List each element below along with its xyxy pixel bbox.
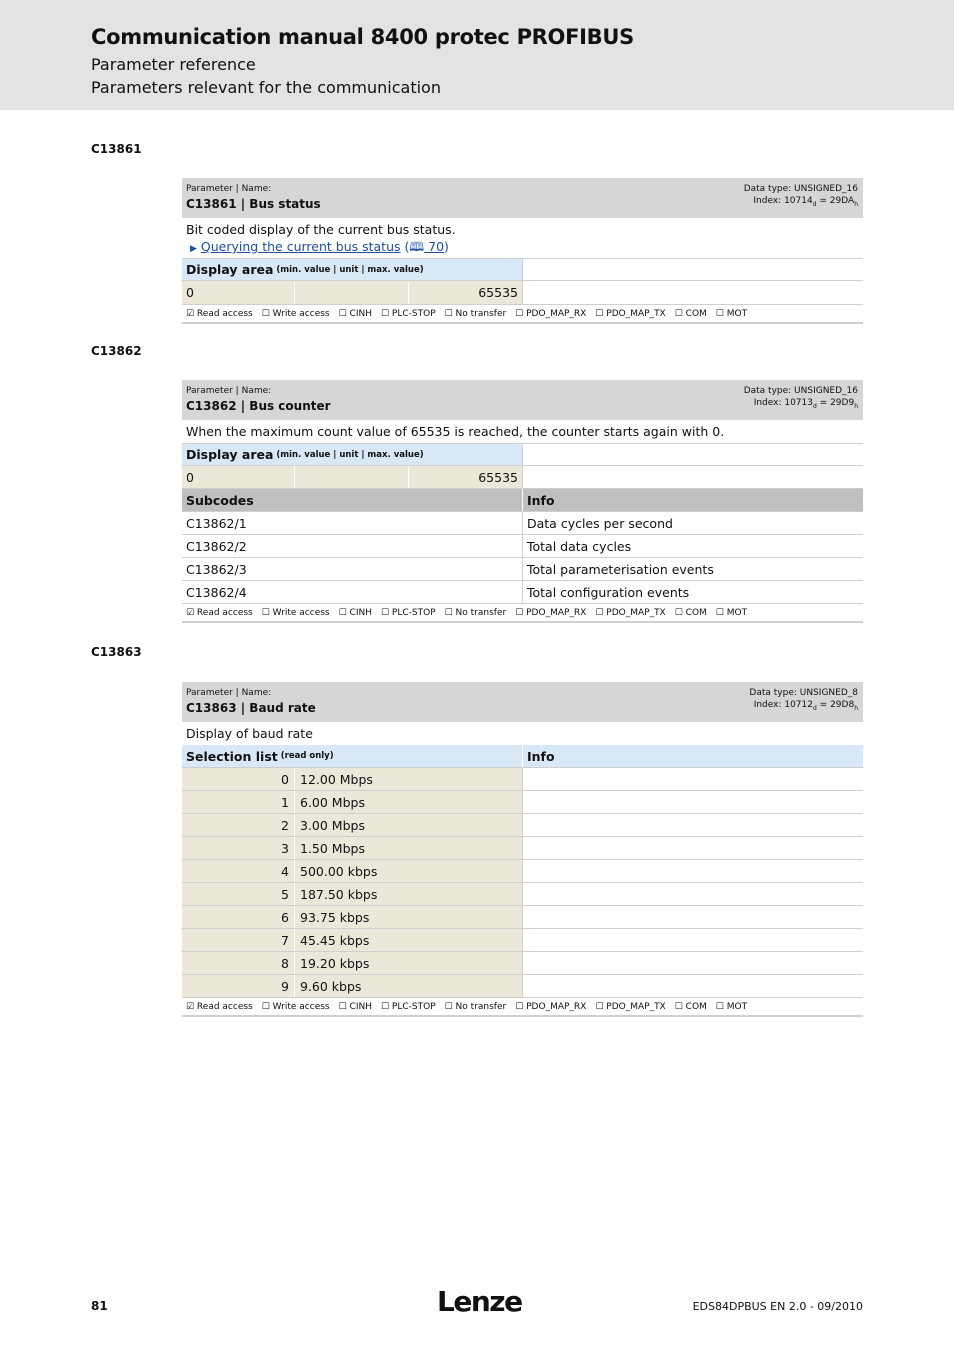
parameter-header [182,682,863,722]
subcode-info: Data cycles per second [522,512,863,534]
selection-number: 6 [182,906,295,928]
selection-number: 8 [182,952,295,974]
list-item [182,768,863,791]
selection-info [522,906,863,928]
parameter-header [182,178,863,218]
selection-list-header: Selection list (read only) [186,748,334,764]
subcodes-header: Subcodes [186,492,254,508]
selection-label: 93.75 kbps [300,909,370,925]
selection-info [522,814,863,836]
selection-number: 5 [182,883,295,905]
subcode: C13862/1 [186,515,247,531]
selection-info [522,860,863,882]
book-icon: 🕮 [409,239,425,254]
parameter-block-c13863 [182,682,863,1017]
selection-info [522,952,863,974]
unit-value [295,466,409,488]
parameter-name-caption: Parameter | Name: [186,386,272,396]
access-flags: ☑ Read access ☐ Write access ☐ CINH ☐ PLC-STOP ☐ No transfer ☐ PDO_MAP_RX ☐ PDO_MAP_TX ☐ COM ☐ MOT [182,604,863,623]
selection-number: 0 [182,768,295,790]
list-item [182,837,863,860]
data-type: Data type: UNSIGNED_8 [749,688,858,698]
selection-info [522,929,863,951]
parameter-name: C13862 | Bus counter [186,399,331,413]
subcodes-header-row [182,489,863,512]
selection-number: 9 [182,975,295,997]
selection-list-header-row [182,745,863,768]
max-value: 65535 [478,285,518,300]
selection-label: 45.45 kbps [300,932,370,948]
unit-value [295,282,409,304]
list-item [182,860,863,883]
subcode-info: Total configuration events [522,581,863,603]
parameter-block-c13862 [182,380,863,623]
page-number: 81 [91,1299,108,1313]
section-label-c13862: C13862 [91,344,142,358]
selection-label: 500.00 kbps [300,863,378,879]
parameter-name-caption: Parameter | Name: [186,688,272,698]
info-header: Info [522,489,863,511]
access-flags: ☑ Read access ☐ Write access ☐ CINH ☐ PLC-STOP ☐ No transfer ☐ PDO_MAP_RX ☐ PDO_MAP_TX ☐ COM ☐ MOT [182,998,863,1017]
table-row [182,512,863,535]
min-value: 0 [182,282,295,304]
section-title: Parameters relevant for the communication [91,78,441,97]
parameter-description: Bit coded display of the current bus status. ▶ Querying the current bus status (🕮 70) [182,218,863,258]
list-item [182,906,863,929]
list-item [182,975,863,998]
selection-info [522,791,863,813]
selection-label: 3.00 Mbps [300,817,365,833]
selection-number: 2 [182,814,295,836]
subcode-info: Total parameterisation events [522,558,863,580]
page-reference-link[interactable]: 70 [424,239,445,254]
selection-info [522,883,863,905]
document-title: Communication manual 8400 protec PROFIBUS [91,25,634,49]
subcode: C13862/3 [186,561,247,577]
chapter-title: Parameter reference [91,55,256,74]
access-flags: ☑ Read access ☐ Write access ☐ CINH ☐ PLC-STOP ☐ No transfer ☐ PDO_MAP_RX ☐ PDO_MAP_TX ☐ COM ☐ MOT [182,305,863,324]
selection-label: 12.00 Mbps [300,771,373,787]
table-row [182,581,863,604]
subcode: C13862/2 [186,538,247,554]
parameter-name-caption: Parameter | Name: [186,184,272,194]
selection-info [522,975,863,997]
min-value: 0 [182,466,295,488]
list-item [182,952,863,975]
display-area-header-row [182,258,863,281]
list-item [182,883,863,906]
parameter-block-c13861 [182,178,863,324]
table-row [182,535,863,558]
display-area-values-row [182,281,863,305]
subcode-info: Total data cycles [522,535,863,557]
page-header [0,0,954,110]
reference-link[interactable]: Querying the current bus status [200,239,401,254]
selection-label: 6.00 Mbps [300,794,365,810]
list-item [182,791,863,814]
parameter-index: Index: $10712_d = 29D8_h$ [753,700,858,712]
parameter-name: C13863 | Baud rate [186,701,316,715]
selection-info [522,837,863,859]
max-value: 65535 [478,469,518,485]
display-area-label: Display area (min. value | unit | max. value) [182,444,522,465]
parameter-index: Index: $10714_d = 29DA_h$ [753,196,858,208]
list-item [182,814,863,837]
parameter-index: Index: $10713_d = 29D9_h$ [753,398,858,410]
display-area-values-row [182,466,863,489]
selection-number: 3 [182,837,295,859]
document-id: EDS84DPBUS EN 2.0 - 09/2010 [692,1300,863,1313]
parameter-name: C13861 | Bus status [186,197,321,211]
info-header: Info [522,745,863,767]
selection-info [522,768,863,790]
arrow-right-icon: ▶ [190,244,197,254]
section-label-c13863: C13863 [91,645,142,659]
display-area-label: Display area (min. value | unit | max. value) [182,259,522,280]
section-label-c13861: C13861 [91,142,142,156]
parameter-description: Display of baud rate [186,726,313,741]
lenze-logo: Lenze [437,1285,522,1318]
selection-number: 4 [182,860,295,882]
selection-label: 9.60 kbps [300,978,362,994]
subcode: C13862/4 [186,584,247,600]
data-type: Data type: UNSIGNED_16 [743,184,858,194]
selection-number: 1 [182,791,295,813]
display-area-header-row [182,443,863,466]
selection-number: 7 [182,929,295,951]
parameter-description: When the maximum count value of 65535 is reached, the counter starts again with 0. [186,424,725,439]
table-row [182,558,863,581]
selection-label: 1.50 Mbps [300,840,365,856]
cross-reference: ▶ Querying the current bus status (🕮 70) [190,239,449,254]
selection-label: 187.50 kbps [300,886,378,902]
data-type: Data type: UNSIGNED_16 [743,386,858,396]
selection-label: 19.20 kbps [300,955,370,971]
parameter-header [182,380,863,420]
list-item [182,929,863,952]
